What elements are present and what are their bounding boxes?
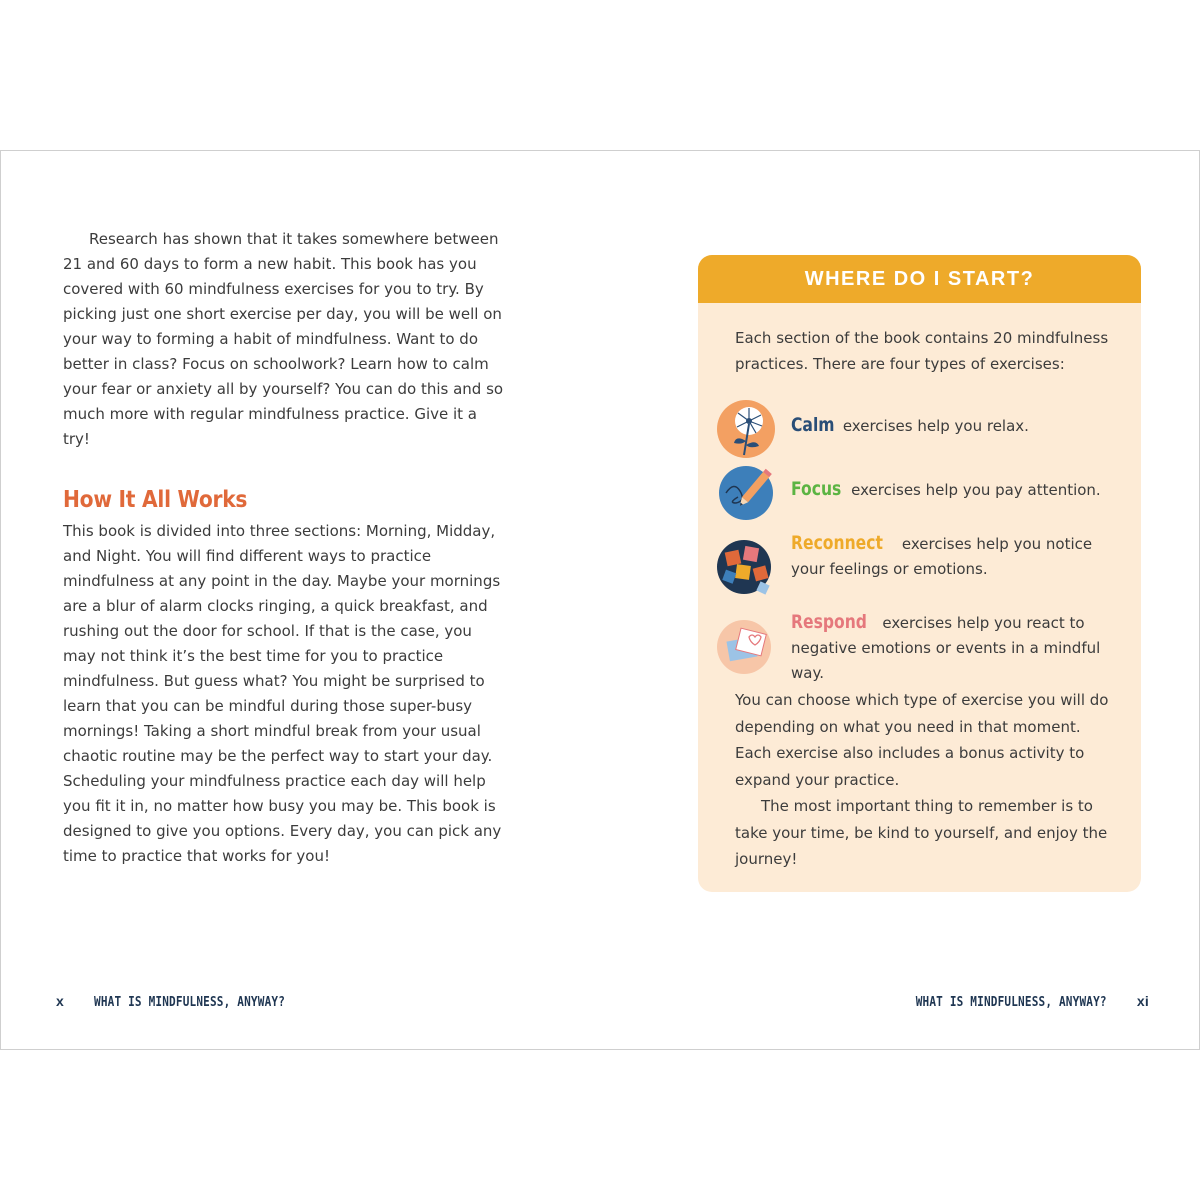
sidebar-intro — [735, 325, 1120, 377]
letter-heart-icon — [716, 617, 776, 677]
focus-description: exercises help you pay attention. — [846, 481, 1101, 499]
right-footer — [882, 993, 1149, 1010]
exercise-respond-text — [791, 610, 1111, 686]
respond-keyword: Respond — [791, 611, 867, 633]
reconnect-keyword: Reconnect — [791, 532, 883, 554]
calm-keyword: Calm — [791, 414, 835, 436]
where-do-i-start-sidebar — [698, 255, 1141, 892]
exercise-calm — [716, 399, 1126, 459]
exercise-reconnect-text — [791, 531, 1111, 582]
sidebar-outro — [735, 687, 1120, 873]
dandelion-icon — [716, 399, 776, 459]
section-heading: How It All Works — [63, 487, 248, 513]
exercise-reconnect — [716, 532, 1126, 597]
right-running-head: WHAT IS MINDFULNESS, ANYWAY? — [915, 995, 1107, 1010]
left-footer — [56, 993, 319, 1010]
puzzle-icon — [716, 537, 776, 597]
left-page-text — [63, 227, 508, 869]
focus-keyword: Focus — [791, 478, 842, 500]
book-spread — [0, 150, 1200, 1050]
exercise-focus — [716, 463, 1126, 523]
reconnect-description: exercises help you notice your feelings or emotions. — [791, 535, 1093, 578]
exercise-focus-text — [791, 477, 1111, 503]
left-running-head: WHAT IS MINDFULNESS, ANYWAY? — [94, 995, 286, 1010]
pencil-icon — [716, 463, 776, 523]
left-page-number: x — [56, 993, 64, 1009]
sidebar-intro-text: Each section of the book contains 20 mindfulness practices. There are four types of exercises: — [735, 329, 1109, 373]
exercise-calm-text — [791, 413, 1111, 439]
sidebar-title: WHERE DO I START? — [698, 255, 1141, 303]
body-paragraph: This book is divided into three sections: Morning, Midday, and Night. You will find different ways to practice mindfulness at any point in the day. Maybe your mornings are a blur of alarm clocks ringing, a quick breakfast, and rushing out the door for school. If that is the case, you may not think it’s the best time for you to practice mindfulness. But guess what? You might be surprised to learn that you can be mindful during those super-busy mornings! Taking a short mindful break from your usual chaotic routine may be the perfect way to start your day. Scheduling your mindfulness practice each day will help you fit it in, no matter how busy you may be. This book is designed to give you options. Every day, you can pick any time to practice that works for you! — [63, 522, 502, 865]
intro-paragraph: Research has shown that it takes somewhere between 21 and 60 days to form a new habit. This book has you covered with 60 mindfulness exercises for you to try. By picking just one short exercise per day, you will be well on your way to forming a habit of mindfulness. Want to do better in class? Focus on schoolwork? Learn how to calm your fear or anxiety all by yourself? You can do this and so much more with regular mindfulness practice. Give it a try! — [63, 230, 504, 448]
calm-description: exercises help you relax. — [838, 417, 1029, 435]
respond-description: exercises help you react to negative emotions or events in a mindful way. — [791, 614, 1101, 682]
exercise-respond — [716, 611, 1126, 686]
sidebar-outro-paragraph-1: You can choose which type of exercise you will do depending on what you need in that moment. Each exercise also includes a bonus activity to expand your practice. — [735, 691, 1109, 789]
right-page-number: xi — [1136, 993, 1149, 1009]
sidebar-outro-paragraph-2: The most important thing to remember is to take your time, be kind to yourself, and enjoy the journey! — [735, 797, 1108, 868]
